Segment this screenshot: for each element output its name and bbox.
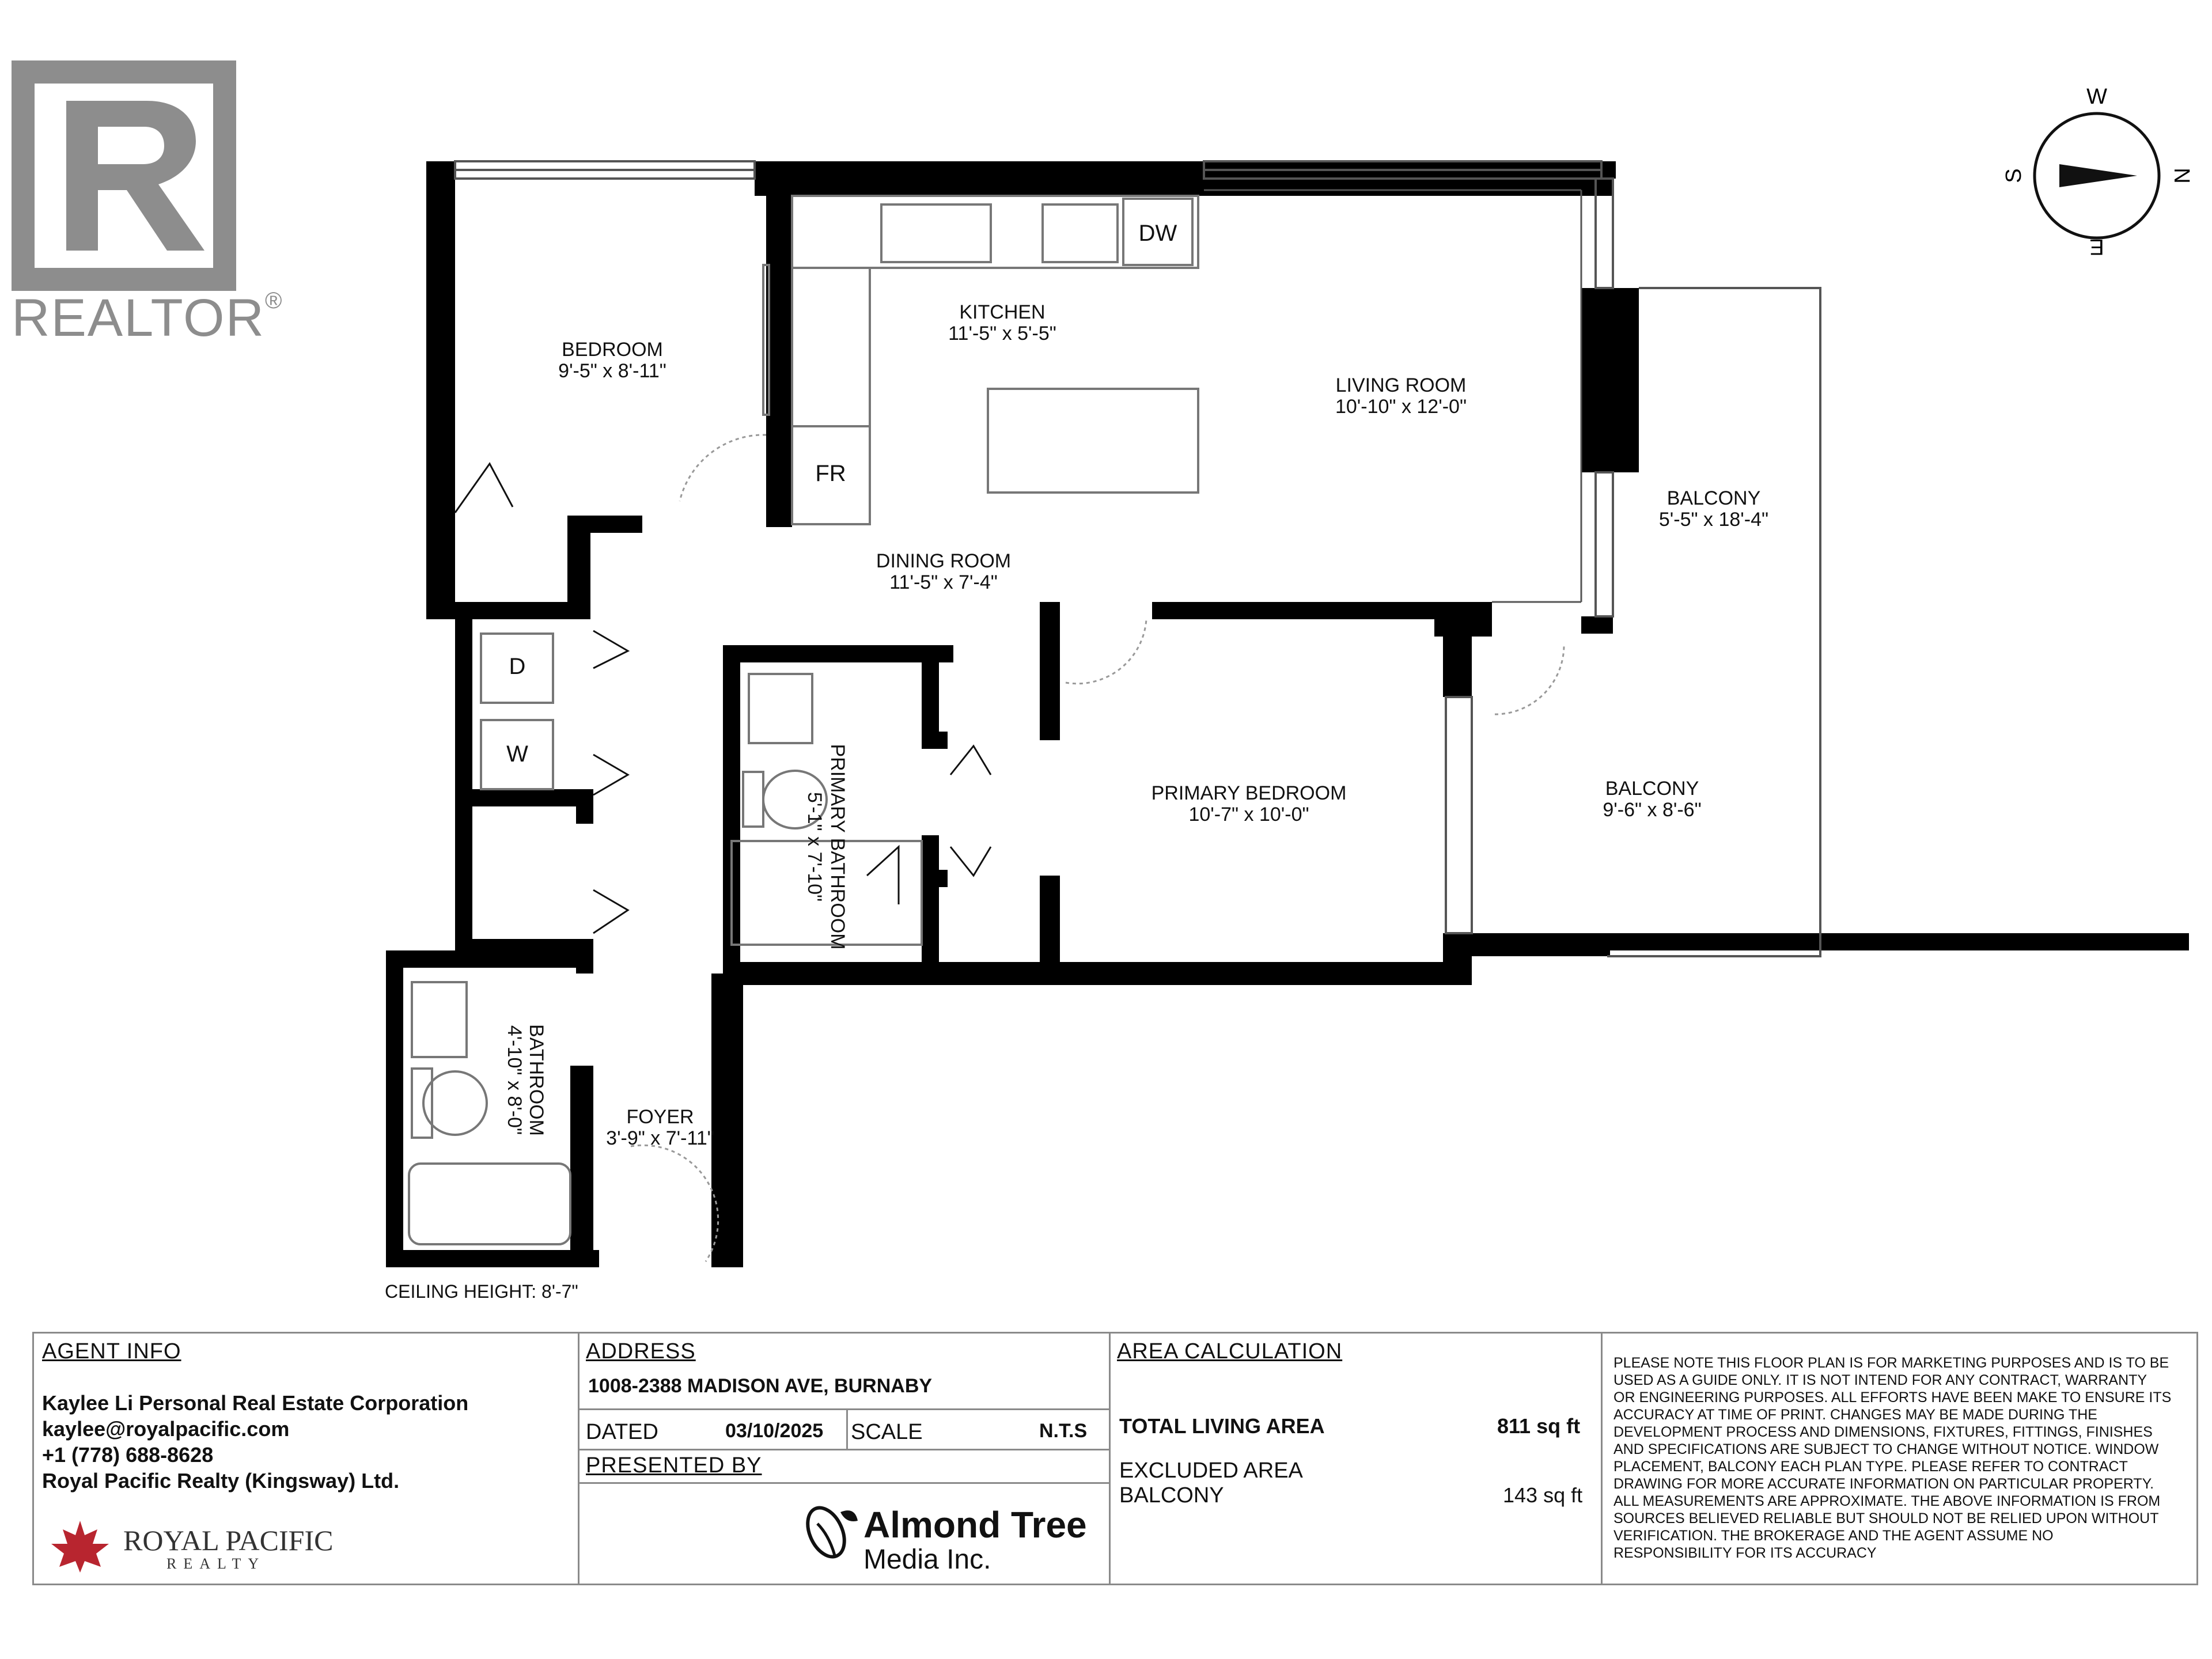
compass-east: E <box>2089 234 2104 259</box>
room-balcony1-name: BALCONY <box>1666 487 1761 509</box>
wall <box>1466 933 1610 956</box>
disclaimer-line: DEVELOPMENT PROCESS AND DIMENSIONS, FIXTURES, FITTINGS, FINISHES <box>1613 1424 2153 1440</box>
address-value: 1008-2388 MADISON AVE, BURNABY <box>588 1375 933 1397</box>
dated-value: 03/10/2025 <box>725 1420 824 1442</box>
scale-label: SCALE <box>851 1420 923 1444</box>
title-block <box>32 1332 2198 1585</box>
agent-phone[interactable]: +1 (778) 688-8628 <box>42 1443 214 1467</box>
bathtub <box>409 1164 570 1244</box>
royal-pacific-leaf-icon <box>46 1518 115 1575</box>
excluded-area-label: EXCLUDED AREA <box>1119 1459 1303 1483</box>
room-balcony2-name: BALCONY <box>1605 778 1699 800</box>
fixture-fridge: FR <box>815 461 846 486</box>
wall <box>1581 288 1639 472</box>
dated-label: DATED <box>586 1420 658 1444</box>
realtor-wordmark: REALTOR® <box>12 288 283 347</box>
disclaimer-line: USED AS A GUIDE ONLY. IT IS NOT INTEND FOR ANY CONTRACT, WARRANTY <box>1613 1372 2147 1388</box>
wall <box>922 835 939 974</box>
agent-info-header: AGENT INFO <box>42 1339 181 1363</box>
wall <box>570 1066 593 1267</box>
cooktop <box>881 204 991 262</box>
room-living-name: LIVING ROOM <box>1335 374 1467 396</box>
room-primary-bath-name: PRIMARY BATHROOM <box>827 744 849 950</box>
sink <box>1043 204 1118 262</box>
room-kitchen-name: KITCHEN <box>959 301 1046 323</box>
wall <box>1581 616 1613 634</box>
address-header: ADDRESS <box>586 1339 696 1363</box>
toilet-tank <box>412 1069 432 1138</box>
wall <box>455 789 593 806</box>
kitchen-counter <box>792 196 1198 268</box>
wall <box>1040 876 1060 974</box>
room-bedroom-name: BEDROOM <box>562 339 663 361</box>
fixture-dishwasher: DW <box>1138 221 1177 246</box>
compass-north: N <box>2169 168 2194 184</box>
wall <box>455 602 472 948</box>
shower <box>732 841 922 945</box>
wall <box>922 870 948 887</box>
fixture-washer: W <box>506 741 528 767</box>
disclaimer-line: SOURCES BELIEVED RELIABLE BUT SHOULD NOT BE RELIED UPON WITHOUT <box>1613 1510 2159 1527</box>
room-bathroom-name: BATHROOM <box>525 1024 547 1136</box>
royal-pacific-wordmark: ROYAL PACIFIC <box>123 1524 334 1556</box>
room-balcony2-dims: 9'-6" x 8'-6" <box>1603 799 1702 821</box>
scale-value: N.T.S <box>1039 1420 1088 1442</box>
room-kitchen-dims: 11'-5" x 5'-5" <box>948 323 1056 344</box>
primary-toilet-tank <box>743 772 763 827</box>
almond-tree-icon <box>800 1501 863 1570</box>
wall <box>723 962 1455 985</box>
area-calc-header: AREA CALCULATION <box>1117 1339 1343 1363</box>
wall <box>426 161 455 616</box>
fixture-dryer: D <box>509 654 526 679</box>
room-bathroom-dims: 4'-10" x 8'-0" <box>503 1025 525 1135</box>
wall <box>1443 602 1472 697</box>
wall <box>711 974 743 1267</box>
disclaimer-line: AND SPECIFICATIONS ARE SUBJECT TO CHANGE WITHOUT NOTICE. WINDOW <box>1613 1441 2159 1457</box>
disclaimer-line: ACCURACY AT TIME OF PRINT. CHANGES MAY BE MADE DURING THE <box>1613 1407 2097 1423</box>
agent-name: Kaylee Li Personal Real Estate Corporation <box>42 1391 469 1415</box>
kitchen-island <box>988 389 1198 493</box>
room-primary-bedroom-dims: 10'-7" x 10'-0" <box>1188 804 1309 825</box>
total-living-label: TOTAL LIVING AREA <box>1119 1414 1325 1438</box>
balcony-area-label: BALCONY <box>1119 1483 1224 1508</box>
disclaimer-line: ALL MEASUREMENTS ARE APPROXIMATE. THE ABOVE INFORMATION IS FROM <box>1613 1493 2161 1509</box>
compass-west: W <box>2086 85 2107 109</box>
wall <box>1607 933 2189 950</box>
agent-email[interactable]: kaylee@royalpacific.com <box>42 1417 290 1441</box>
room-primary-bath-dims: 5'-1" x 7'-10" <box>804 791 825 902</box>
wall <box>723 645 953 662</box>
wall <box>576 789 593 824</box>
room-primary-bedroom-name: PRIMARY BEDROOM <box>1151 782 1347 804</box>
room-living-dims: 10'-10" x 12'-0" <box>1335 396 1467 418</box>
disclaimer-line: VERIFICATION. THE BROKERAGE AND THE AGENT ASSUME NO <box>1613 1528 2054 1544</box>
balcony-area-value: 143 sq ft <box>1503 1483 1583 1507</box>
royal-pacific-realty: REALTY <box>166 1555 266 1572</box>
disclaimer <box>1613 1354 2190 1562</box>
room-foyer-name: FOYER <box>626 1106 694 1128</box>
wall <box>426 602 582 619</box>
room-balcony1-dims: 5'-5" x 18'-4" <box>1658 509 1769 531</box>
bathroom-sink <box>412 982 467 1057</box>
room-foyer-dims: 3'-9" x 7'-11" <box>606 1127 714 1149</box>
room-bedroom-dims: 9'-5" x 8'-11" <box>558 360 666 382</box>
wall <box>576 939 593 974</box>
wall <box>386 1250 599 1267</box>
ceiling-height: CEILING HEIGHT: 8'-7" <box>385 1281 578 1302</box>
wall <box>386 950 593 968</box>
presented-by-label: PRESENTED BY <box>586 1453 762 1478</box>
room-dining-name: DINING ROOM <box>876 550 1012 572</box>
disclaimer-line: RESPONSIBILITY FOR ITS ACCURACY <box>1613 1545 1877 1561</box>
disclaimer-line: PLEASE NOTE THIS FLOOR PLAN IS FOR MARKETING PURPOSES AND IS TO BE <box>1613 1355 2169 1371</box>
total-living-value: 811 sq ft <box>1497 1414 1581 1438</box>
room-dining-dims: 11'-5" x 7'-4" <box>889 571 998 593</box>
almond-tree-subtitle: Media Inc. <box>863 1544 991 1575</box>
primary-bath-sink <box>749 674 812 743</box>
wall <box>922 732 948 749</box>
disclaimer-line: PLACEMENT, BALCONY EACH PLAN TYPE. PLEASE REFER TO CONTRACT <box>1613 1459 2128 1475</box>
wall <box>386 950 403 1267</box>
wall <box>1040 602 1060 740</box>
compass-south: S <box>2002 168 2026 183</box>
wall <box>567 516 642 533</box>
almond-tree-wordmark: Almond Tree <box>863 1504 1087 1546</box>
disclaimer-line: DRAWING FOR MORE ACCURATE INFORMATION ON PARTICULAR PROPERTY. <box>1613 1476 2154 1492</box>
disclaimer-line: OR ENGINEERING PURPOSES. ALL EFFORTS HAVE BEEN MAKE TO ENSURE ITS <box>1613 1389 2172 1406</box>
agent-brokerage: Royal Pacific Realty (Kingsway) Ltd. <box>42 1469 400 1493</box>
